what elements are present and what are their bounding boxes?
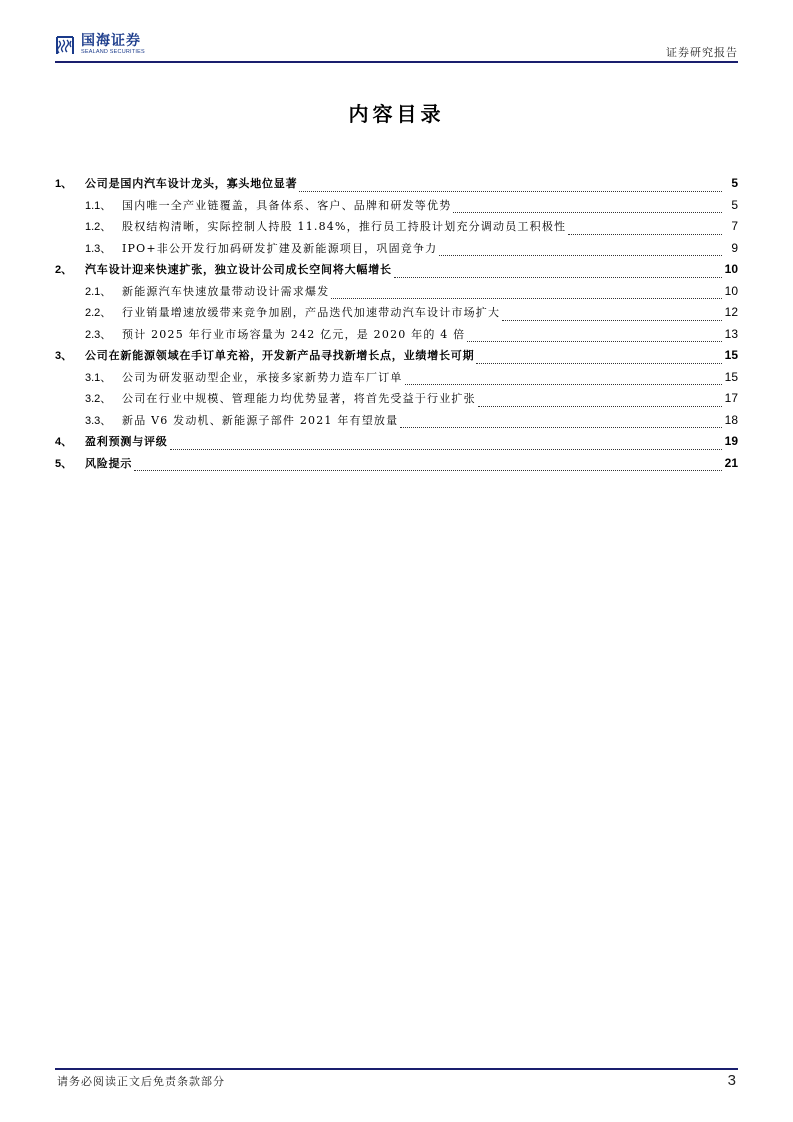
toc-label: 风险提示 xyxy=(85,456,133,470)
toc-page: 12 xyxy=(724,305,738,319)
toc-number: 3.1、 xyxy=(85,371,112,384)
toc-leader xyxy=(439,254,722,256)
toc-page: 10 xyxy=(724,262,738,276)
toc-number: 1.3、 xyxy=(85,242,112,255)
toc-page: 5 xyxy=(731,197,738,212)
toc-leader xyxy=(405,383,722,385)
toc-leader xyxy=(134,469,722,471)
toc-label: 盈利预测与评级 xyxy=(85,435,168,448)
toc-label: 行业销量增速放缓带来竞争加剧，产品迭代加速带动汽车设计市场扩大 xyxy=(122,306,501,319)
toc-entry[interactable] xyxy=(55,390,738,412)
toc-number: 2.1、 xyxy=(85,285,112,298)
toc-entry[interactable] xyxy=(55,347,738,369)
sealand-logo-icon xyxy=(55,34,75,56)
toc-number: 5、 xyxy=(55,457,73,470)
toc-leader xyxy=(476,362,722,364)
toc-leader xyxy=(299,190,722,192)
toc-page: 15 xyxy=(724,348,738,362)
toc-page: 17 xyxy=(724,391,738,405)
toc-number: 2.3、 xyxy=(85,328,112,341)
toc-number: 1、 xyxy=(55,178,73,190)
toc-label: 国内唯一全产业链覆盖，具备体系、客户、品牌和研发等优势 xyxy=(122,198,452,212)
page-title: 内容目录 xyxy=(348,102,445,126)
toc-entry[interactable] xyxy=(55,369,738,391)
toc-entry[interactable] xyxy=(55,326,738,348)
toc-entry[interactable] xyxy=(55,455,738,477)
toc-entry[interactable] xyxy=(55,197,738,219)
toc-page: 15 xyxy=(724,369,738,384)
toc-label: 股权结构清晰，实际控制人持股 11.84%，推行员工持股计划充分调动员工积极性 xyxy=(122,220,567,233)
toc-number: 1.1、 xyxy=(85,199,112,212)
logo-cn-text: 国海证券 xyxy=(81,33,141,50)
toc-page: 9 xyxy=(731,240,738,255)
toc-label: 公司在行业中规模、管理能力均优势显著，将首先受益于行业扩张 xyxy=(122,392,476,405)
toc-page: 7 xyxy=(731,219,738,233)
toc-entry[interactable] xyxy=(55,240,738,262)
toc-entry[interactable] xyxy=(55,433,738,455)
toc-page: 13 xyxy=(724,326,738,341)
company-logo xyxy=(55,34,145,56)
toc-leader xyxy=(478,405,722,407)
toc-number: 3.3、 xyxy=(85,414,112,427)
page-number: 3 xyxy=(727,1072,736,1089)
toc-number: 4、 xyxy=(55,436,73,448)
toc-number: 3、 xyxy=(55,350,73,362)
toc-label: 新能源汽车快速放量带动设计需求爆发 xyxy=(122,284,330,298)
toc-leader xyxy=(170,448,722,450)
page-header xyxy=(55,34,738,62)
toc-page: 21 xyxy=(724,455,738,470)
toc-entry[interactable] xyxy=(55,283,738,305)
logo-en-text: SEALAND SECURITIES xyxy=(81,49,145,56)
toc-leader xyxy=(467,340,722,342)
toc-page: 5 xyxy=(731,176,738,190)
toc-entry[interactable] xyxy=(55,261,738,283)
toc-entry[interactable] xyxy=(55,304,738,326)
toc-entry[interactable] xyxy=(55,412,738,434)
toc-leader xyxy=(394,276,722,278)
toc-label: 预计 2025 年行业市场容量为 242 亿元，是 2020 年的 4 倍 xyxy=(122,327,466,341)
toc-label: 汽车设计迎来快速扩张，独立设计公司成长空间将大幅增长 xyxy=(85,263,392,276)
document-type: 证券研究报告 xyxy=(666,46,738,59)
toc-number: 2、 xyxy=(55,264,73,276)
footer-divider xyxy=(55,1068,738,1070)
disclaimer-note: 请务必阅读正文后免责条款部分 xyxy=(57,1075,225,1088)
toc-leader xyxy=(400,426,722,428)
toc-leader xyxy=(502,319,722,321)
toc-page: 10 xyxy=(724,283,738,298)
toc-page: 18 xyxy=(724,412,738,427)
toc-label: 新品 V6 发动机、新能源子部件 2021 年有望放量 xyxy=(122,413,399,427)
toc-number: 3.2、 xyxy=(85,393,112,405)
toc-entry[interactable] xyxy=(55,175,738,197)
table-of-contents xyxy=(55,175,738,476)
toc-page: 19 xyxy=(724,434,738,448)
toc-entry[interactable] xyxy=(55,218,738,240)
toc-label: IPO+非公开发行加码研发扩建及新能源项目，巩固竞争力 xyxy=(122,241,438,255)
header-divider xyxy=(55,61,738,63)
toc-leader xyxy=(568,233,722,235)
toc-label: 公司在新能源领域在手订单充裕，开发新产品寻找新增长点，业绩增长可期 xyxy=(85,349,475,362)
toc-leader xyxy=(453,211,722,213)
toc-number: 2.2、 xyxy=(85,307,112,319)
toc-label: 公司是国内汽车设计龙头，寡头地位显著 xyxy=(85,177,298,190)
toc-label: 公司为研发驱动型企业，承接多家新势力造车厂订单 xyxy=(122,370,403,384)
toc-leader xyxy=(331,297,722,299)
toc-number: 1.2、 xyxy=(85,221,112,233)
